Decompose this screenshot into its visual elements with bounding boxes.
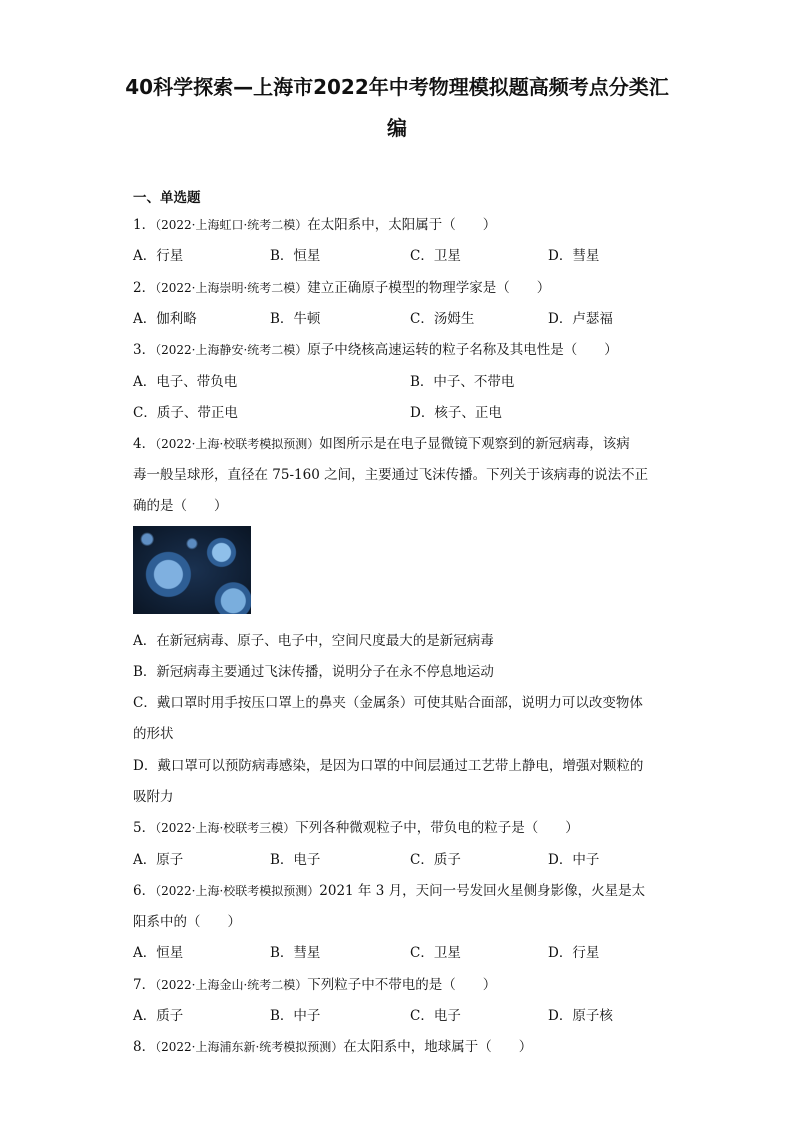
question-8	[133, 1035, 532, 1055]
option-d: D．彗星	[548, 248, 600, 264]
option-a: A．恒星	[133, 945, 184, 961]
question-4	[133, 432, 630, 452]
question-stem: 2021 年 3 月，天问一号发回火星侧身影像，火星是太	[319, 883, 646, 899]
question-stem: 在太阳系中，地球属于（ ）	[343, 1039, 533, 1055]
option-b: B．电子	[270, 852, 321, 868]
question-6	[133, 879, 645, 899]
option-b: B．新冠病毒主要通过飞沫传播，说明分子在永不停息地运动	[133, 664, 494, 680]
question-source: （2022·上海虹口·统考二模）	[155, 218, 308, 232]
option-c: C．戴口罩时用手按压口罩上的鼻夹（金属条）可使其贴合面部，说明力可以改变物体	[133, 695, 643, 711]
question-number: 6．	[133, 883, 156, 899]
question-number: 1．	[133, 217, 156, 233]
option-d: D．原子核	[548, 1008, 613, 1024]
question-number: 4．	[133, 436, 156, 452]
question-source: （2022·上海·校联考模拟预测）	[155, 437, 320, 451]
section-heading: 一、单选题	[133, 190, 201, 206]
question-number: 7．	[133, 977, 156, 993]
option-c: C．质子、带正电	[133, 405, 238, 421]
question-5	[133, 816, 579, 836]
option-d: D．戴口罩可以预防病毒感染，是因为口罩的中间层通过工艺带上静电，增强对颗粒的	[133, 758, 644, 774]
option-a: A．行星	[133, 248, 184, 264]
option-c: C．卫星	[410, 945, 461, 961]
question-source: （2022·上海金山·统考二模）	[155, 978, 308, 992]
question-stem: 建立正确原子模型的物理学家是（ ）	[307, 280, 551, 296]
option-a: A．伽利略	[133, 311, 197, 327]
question-6-stem-line-2: 阳系中的（ ）	[133, 914, 241, 930]
question-4-stem-line-3: 确的是（ ）	[133, 498, 228, 514]
question-source: （2022·上海静安·统考二模）	[155, 343, 308, 357]
option-c: C．汤姆生	[410, 311, 475, 327]
question-number: 8．	[133, 1039, 156, 1055]
document-title-continued: 编	[387, 116, 407, 140]
option-b: B．彗星	[270, 945, 321, 961]
option-a: A．质子	[133, 1008, 184, 1024]
option-a: A．在新冠病毒、原子、电子中，空间尺度最大的是新冠病毒	[133, 633, 494, 649]
option-c: C．卫星	[410, 248, 461, 264]
option-d: D．行星	[548, 945, 600, 961]
question-3	[133, 338, 618, 358]
question-stem: 原子中绕核高速运转的粒子名称及其电性是（ ）	[307, 342, 618, 358]
question-1	[133, 213, 496, 233]
question-number: 2．	[133, 280, 156, 296]
question-7	[133, 973, 496, 993]
option-c: C．电子	[410, 1008, 461, 1024]
option-a: A．电子、带负电	[133, 374, 238, 390]
option-d: D．卢瑟福	[548, 311, 613, 327]
question-stem: 下列粒子中不带电的是（ ）	[307, 977, 497, 993]
option-b: B．中子	[270, 1008, 321, 1024]
option-b: B．中子、不带电	[410, 374, 515, 390]
question-source: （2022·上海·校联考三模）	[155, 821, 296, 835]
document-title: 40科学探索—上海市2022年中考物理模拟题高频考点分类汇	[125, 75, 669, 99]
question-2	[133, 276, 550, 296]
option-c-continued: 的形状	[133, 726, 174, 742]
question-number: 3．	[133, 342, 156, 358]
option-a: A．原子	[133, 852, 184, 868]
question-source: （2022·上海浦东新·统考模拟预测）	[155, 1040, 344, 1054]
option-d: D．中子	[548, 852, 600, 868]
option-b: B．牛顿	[270, 311, 321, 327]
option-d: D．核子、正电	[410, 405, 502, 421]
question-number: 5．	[133, 820, 156, 836]
question-source: （2022·上海崇明·统考二模）	[155, 281, 308, 295]
coronavirus-image	[133, 526, 251, 614]
option-c: C．质子	[410, 852, 461, 868]
question-source: （2022·上海·校联考模拟预测）	[155, 884, 320, 898]
option-b: B．恒星	[270, 248, 321, 264]
question-stem: 下列各种微观粒子中，带负电的粒子是（ ）	[295, 820, 579, 836]
question-stem: 如图所示是在电子显微镜下观察到的新冠病毒，该病	[319, 436, 630, 452]
option-d-continued: 吸附力	[133, 789, 174, 805]
question-stem: 在太阳系中，太阳属于（ ）	[307, 217, 497, 233]
question-4-stem-line-2: 毒一般呈球形，直径在 75-160 之间，主要通过飞沫传播。下列关于该病毒的说法不正	[133, 467, 649, 483]
